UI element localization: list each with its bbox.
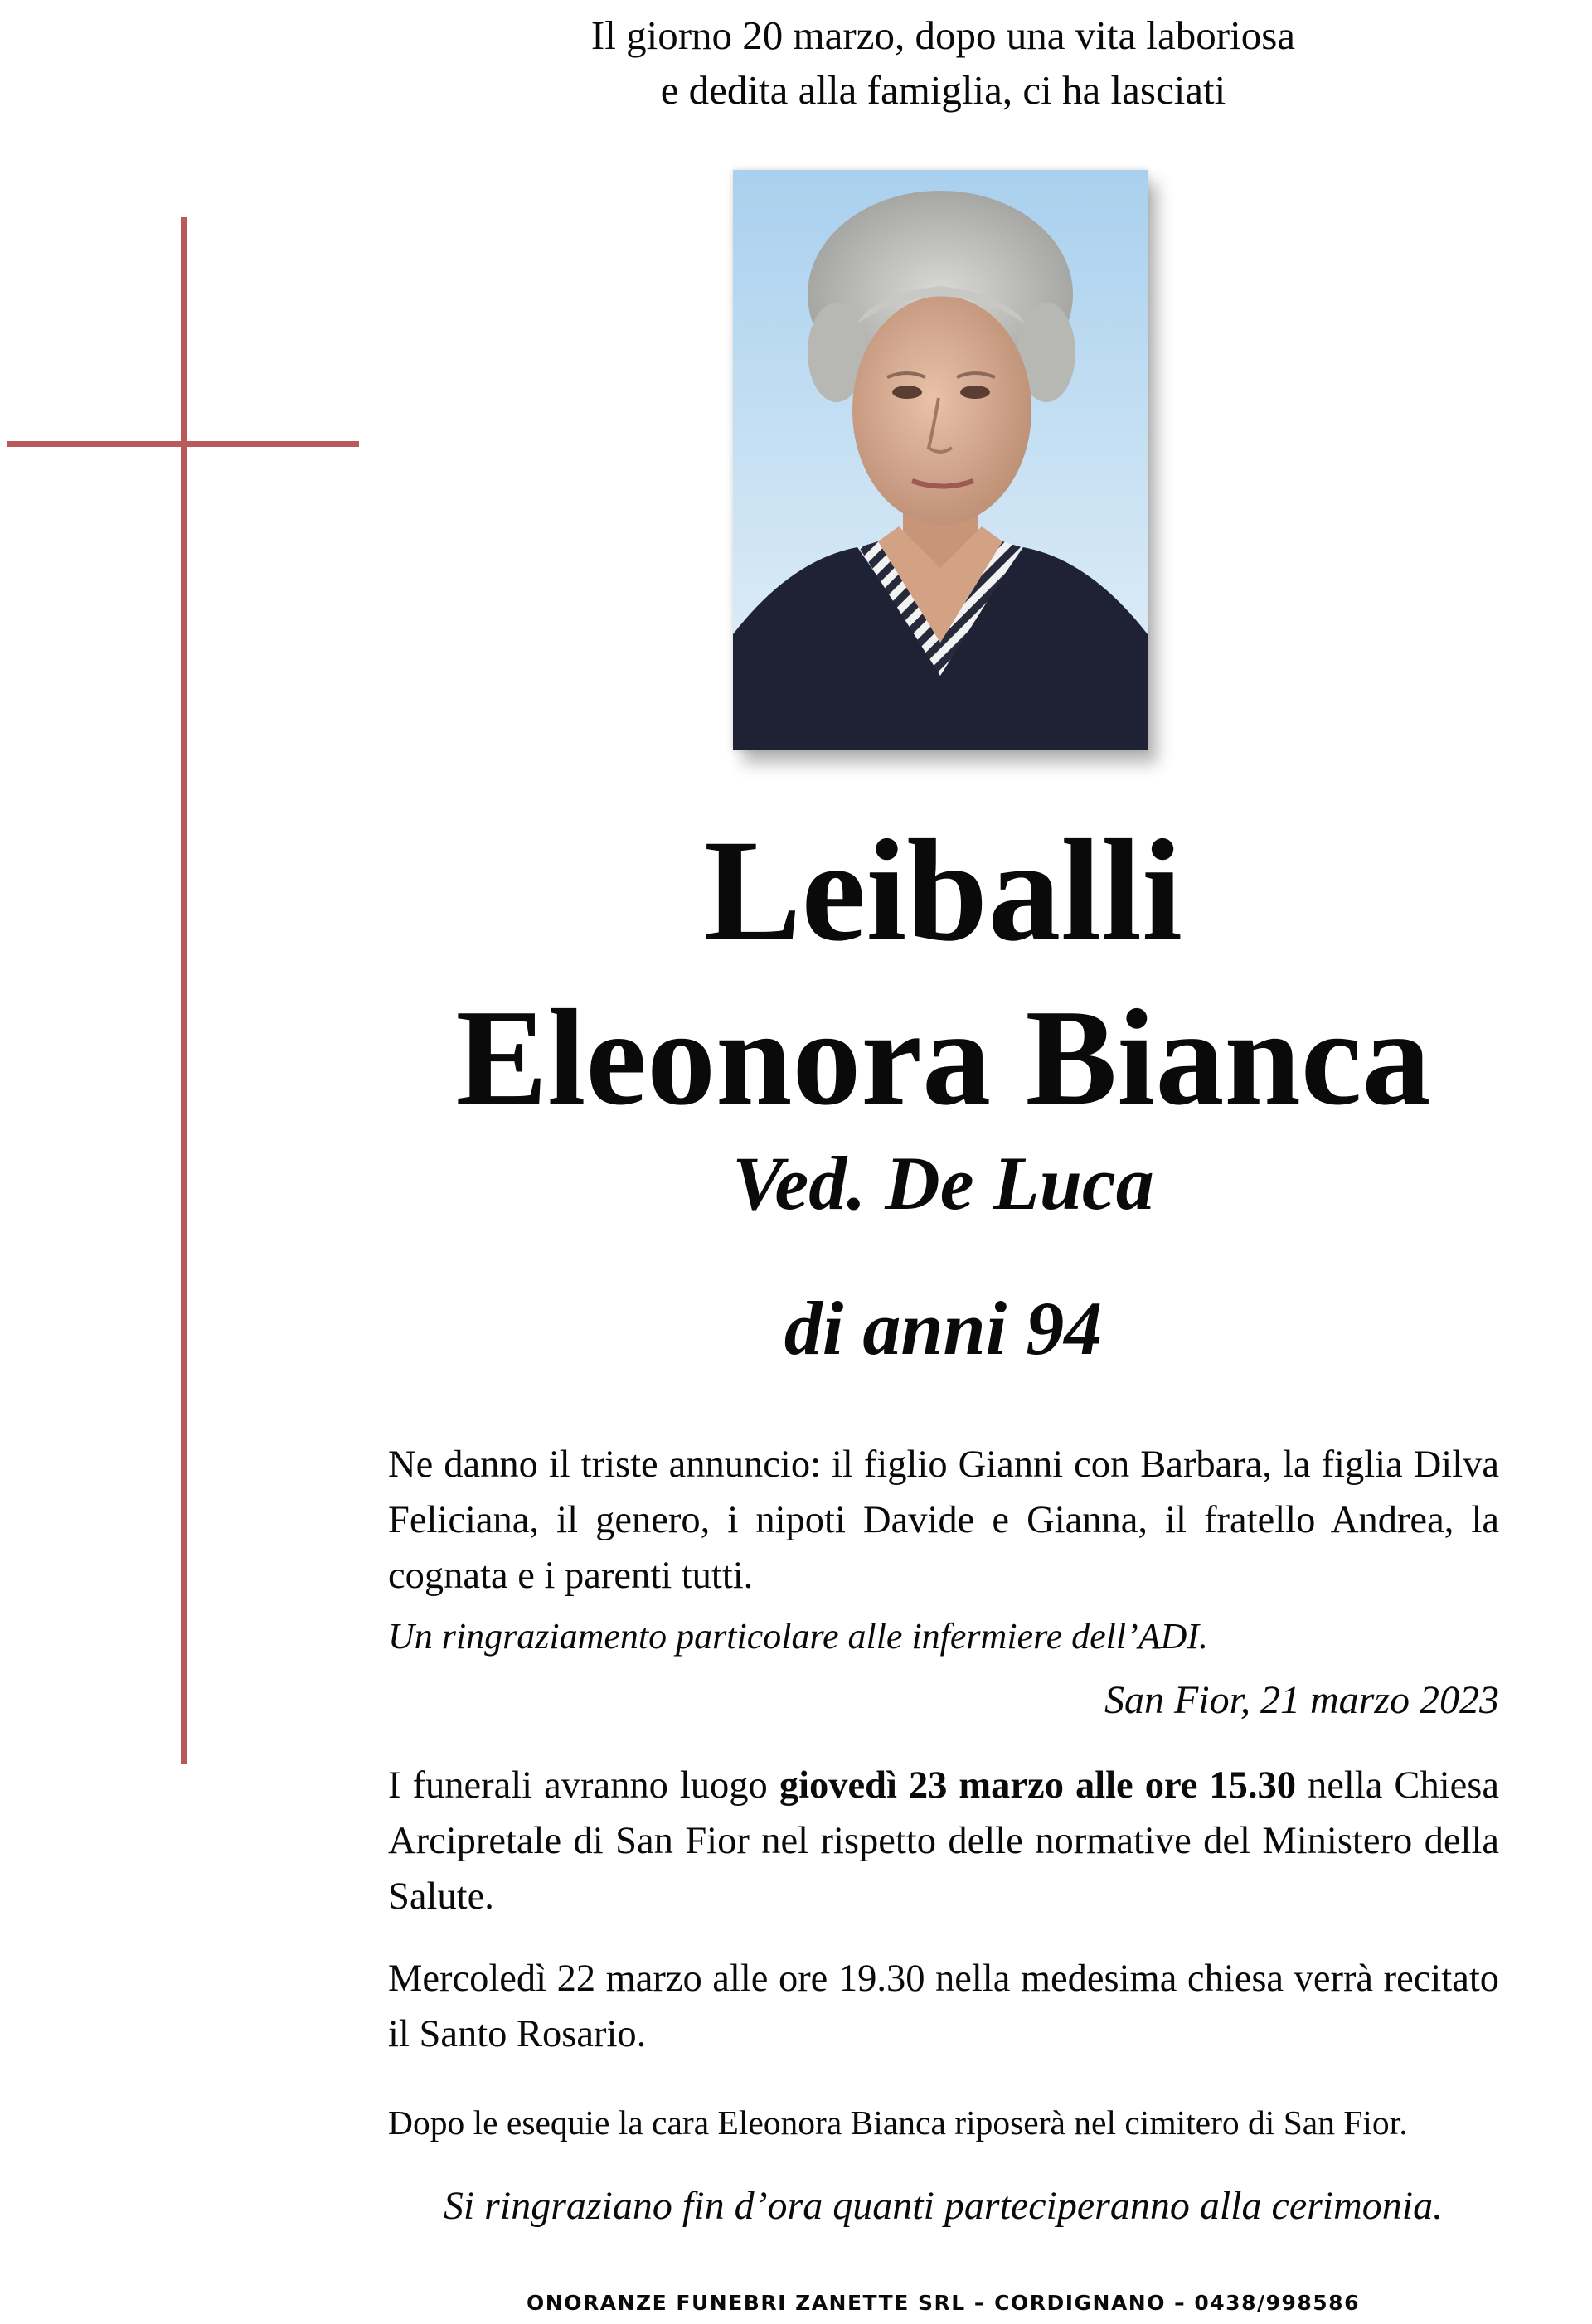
funeral-details: nella Chiesa Arcipretale di San Fior nel rispetto delle normative del Ministero della Salute. <box>388 1764 1499 1918</box>
burial-line: Dopo le esequie la cara Eleonora Bianca riposerà nel cimitero di San Fior. <box>388 2103 1408 2142</box>
funeral-datetime: giovedì 23 marzo alle ore 15.30 <box>779 1764 1297 1807</box>
deceased-first-names: Eleonora Bianca <box>455 981 1431 1133</box>
intro-line-2: e dedita alla famiglia, ci ha lasciati <box>660 67 1226 113</box>
widow-of: Ved. De Luca <box>732 1141 1154 1225</box>
place-date: San Fior, 21 marzo 2023 <box>1104 1678 1499 1722</box>
portrait-photo <box>733 170 1148 750</box>
thanks-adi-line: Un ringraziamento particolare alle infermiere dell’ADI. <box>388 1616 1209 1657</box>
final-thanks: Si ringraziano fin d’ora quanti parteciperanno alla cerimonia. <box>443 2184 1444 2228</box>
cross-crossbar <box>7 441 359 447</box>
deceased-surname: Leiballi <box>704 810 1182 972</box>
deceased-age: di anni 94 <box>784 1286 1103 1371</box>
funeral-paragraph <box>388 1758 1499 1924</box>
cross-icon <box>181 217 187 1764</box>
intro-line-1: Il giorno 20 marzo, dopo una vita laboriosa <box>590 12 1296 58</box>
intro-text <box>498 8 1389 118</box>
funeral-intro: I funerali avranno luogo <box>388 1764 779 1807</box>
announcement-paragraph: Ne danno il triste annuncio: il figlio Gianni con Barbara, la figlia Dilva Feliciana, il genero, i nipoti Davide e Gianna, il fratello Andrea, la cognata e i parenti tutti. <box>388 1443 1499 1597</box>
funeral-home-footer: ONORANZE FUNEBRI ZANETTE SRL – CORDIGNANO – 0438/998586 <box>527 2291 1360 2315</box>
rosary-paragraph: Mercoledì 22 marzo alle ore 19.30 nella medesima chiesa verrà recitato il Santo Rosario. <box>388 1958 1499 2055</box>
